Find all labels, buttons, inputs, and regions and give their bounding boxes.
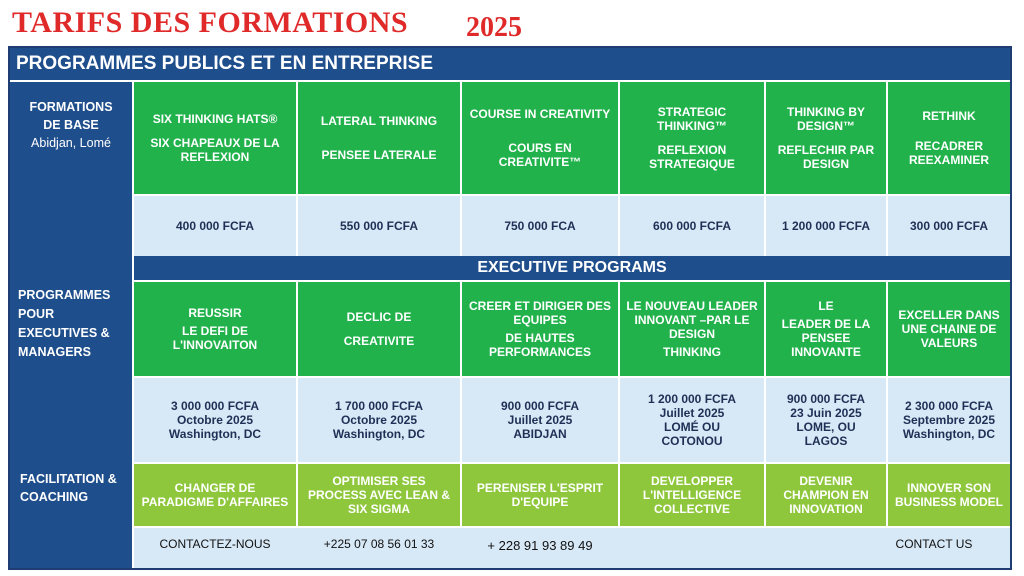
place-text: Washington, DC xyxy=(168,427,262,441)
base-price-cell xyxy=(298,196,460,256)
price-text: 550 000 FCFA xyxy=(339,219,419,233)
exec-program-value-chain xyxy=(888,282,1010,376)
side-base-location: Abidjan, Lomé xyxy=(31,136,111,150)
program-fr-name: PENSEE LATERALE xyxy=(321,148,437,162)
price-text: 600 000 FCFA xyxy=(652,219,732,233)
price-text: 300 000 FCFA xyxy=(909,219,989,233)
coaching-cell xyxy=(620,464,764,526)
base-program-thinking-by-design xyxy=(766,82,886,194)
exec-details-cell xyxy=(620,378,764,462)
place-text: LOME, OU LAGOS xyxy=(796,420,856,448)
band-executive-programs: EXECUTIVE PROGRAMS xyxy=(134,256,1010,280)
price-text: 3 000 000 FCFA xyxy=(170,399,260,413)
side-base-title: FORMATIONS DE BASE xyxy=(29,100,113,132)
base-program-lateral-thinking xyxy=(298,82,460,194)
date-text: Octobre 2025 xyxy=(340,413,418,427)
phone-text[interactable]: + 228 91 93 89 49 xyxy=(487,538,593,553)
price-text: 900 000 FCFA xyxy=(786,392,866,406)
contact-label xyxy=(134,528,296,560)
coaching-label: CHANGER DE PARADIGME D'AFFAIRES xyxy=(141,481,289,509)
program-fr-name: REFLEXION STRATEGIQUE xyxy=(649,143,735,171)
pricing-table xyxy=(8,46,1012,570)
program-fr-name: COURS EN CREATIVITE™ xyxy=(498,141,582,169)
page-year: 2025 xyxy=(466,12,522,43)
price-text: 2 300 000 FCFA xyxy=(904,399,994,413)
coaching-label: OPTIMISER SES PROCESS AVEC LEAN & SIX SIGMA xyxy=(307,474,451,516)
exec-program-innovative-leader xyxy=(766,282,886,376)
exec-details-cell xyxy=(134,378,296,462)
coaching-label: DEVENIR CHAMPION EN INNOVATION xyxy=(783,474,869,516)
date-text: Juillet 2025 xyxy=(659,406,725,420)
side-exec-programs xyxy=(10,256,132,376)
price-text: 1 700 000 FCFA xyxy=(334,399,424,413)
exec-details-cell xyxy=(888,378,1010,462)
base-price-cell xyxy=(888,196,1010,256)
program-line-1: REUSSIR xyxy=(188,306,242,320)
place-text: ABIDJAN xyxy=(513,427,567,441)
phone-text[interactable]: +225 07 08 56 01 33 xyxy=(323,537,435,551)
base-program-six-hats xyxy=(134,82,296,194)
exec-details-cell xyxy=(298,378,460,462)
program-line-2: CREATIVITE xyxy=(343,334,415,348)
place-text: Washington, DC xyxy=(332,427,426,441)
place-text: Washington, DC xyxy=(902,427,996,441)
price-text: 750 000 FCA xyxy=(504,219,576,233)
price-text: 900 000 FCFA xyxy=(500,399,580,413)
coaching-cell xyxy=(134,464,296,526)
base-price-cell xyxy=(134,196,296,256)
coaching-cell xyxy=(298,464,460,526)
price-text: 400 000 FCFA xyxy=(175,219,255,233)
program-en-name: LATERAL THINKING xyxy=(320,114,438,128)
base-program-strategic-thinking xyxy=(620,82,764,194)
program-fr-name: RECADRER REEXAMINER xyxy=(908,139,989,167)
price-text: 1 200 000 FCFA xyxy=(647,392,737,406)
base-program-rethink xyxy=(888,82,1010,194)
program-en-name: STRATEGIC THINKING™ xyxy=(657,105,727,133)
coaching-cell xyxy=(462,464,618,526)
program-line-1: LE NOUVEAU LEADER INNOVANT –PAR LE DESIGN xyxy=(626,299,758,341)
coaching-label: INNOVER SON BUSINESS MODEL xyxy=(894,481,1003,509)
contact-us-text: CONTACT US xyxy=(895,537,973,551)
program-line-1: LE xyxy=(818,299,834,313)
program-line-2: LEADER DE LA PENSEE INNOVANTE xyxy=(781,317,871,359)
base-price-cell xyxy=(462,196,618,256)
coaching-cell xyxy=(766,464,886,526)
side-facilitation-title: FACILITATION & COACHING xyxy=(20,472,117,504)
base-program-creativity xyxy=(462,82,618,194)
side-base-programs xyxy=(10,82,132,256)
side-facilitation xyxy=(10,376,132,568)
program-en-name: SIX THINKING HATS® xyxy=(152,112,278,126)
program-line-1: CREER ET DIRIGER DES EQUIPES xyxy=(468,299,612,327)
coaching-cell xyxy=(888,464,1010,526)
date-text: Septembre 2025 xyxy=(902,413,996,427)
program-en-name: THINKING BY DESIGN™ xyxy=(787,105,865,133)
coaching-label: PERENISER L'ESPRIT D'EQUIPE xyxy=(476,481,604,509)
program-line-2: DE HAUTES PERFORMANCES xyxy=(488,331,591,359)
contact-label-text: CONTACTEZ-NOUS xyxy=(159,537,271,551)
base-price-cell xyxy=(620,196,764,256)
program-line-2: LE DEFI DE L'INNOVAITON xyxy=(172,324,258,352)
program-en-name: COURSE IN CREATIVITY xyxy=(469,107,611,121)
place-text: LOMÉ OU COTONOU xyxy=(661,420,723,448)
coaching-label: DEVELOPPER L'INTELLIGENCE COLLECTIVE xyxy=(642,474,742,516)
exec-program-teams xyxy=(462,282,618,376)
contact-phone-tg[interactable] xyxy=(462,528,618,564)
program-fr-name: SIX CHAPEAUX DE LA REFLEXION xyxy=(150,136,280,164)
base-price-cell xyxy=(766,196,886,256)
exec-program-design-leader xyxy=(620,282,764,376)
program-en-name: RETHINK xyxy=(922,109,976,123)
program-fr-name: REFLECHIR PAR DESIGN xyxy=(777,143,875,171)
program-line-2: THINKING xyxy=(663,345,721,359)
exec-details-cell xyxy=(462,378,618,462)
page-title: TARIFS DES FORMATIONS xyxy=(12,6,409,39)
exec-program-innovation xyxy=(134,282,296,376)
program-line-1: DECLIC DE xyxy=(346,310,412,324)
contact-us-label xyxy=(866,528,1002,560)
side-exec-title: PROGRAMMES POUR EXECUTIVES & MANAGERS xyxy=(18,288,111,359)
exec-details-cell xyxy=(766,378,886,462)
date-text: Juillet 2025 xyxy=(507,413,573,427)
price-text: 1 200 000 FCFA xyxy=(781,219,871,233)
contact-phone-ci[interactable] xyxy=(298,528,460,560)
date-text: Octobre 2025 xyxy=(176,413,254,427)
exec-program-creativity xyxy=(298,282,460,376)
date-text: 23 Juin 2025 xyxy=(790,406,862,420)
program-line-1: EXCELLER DANS UNE CHAINE DE VALEURS xyxy=(898,308,1000,350)
band-public-programs: PROGRAMMES PUBLICS ET EN ENTREPRISE xyxy=(10,48,1010,80)
